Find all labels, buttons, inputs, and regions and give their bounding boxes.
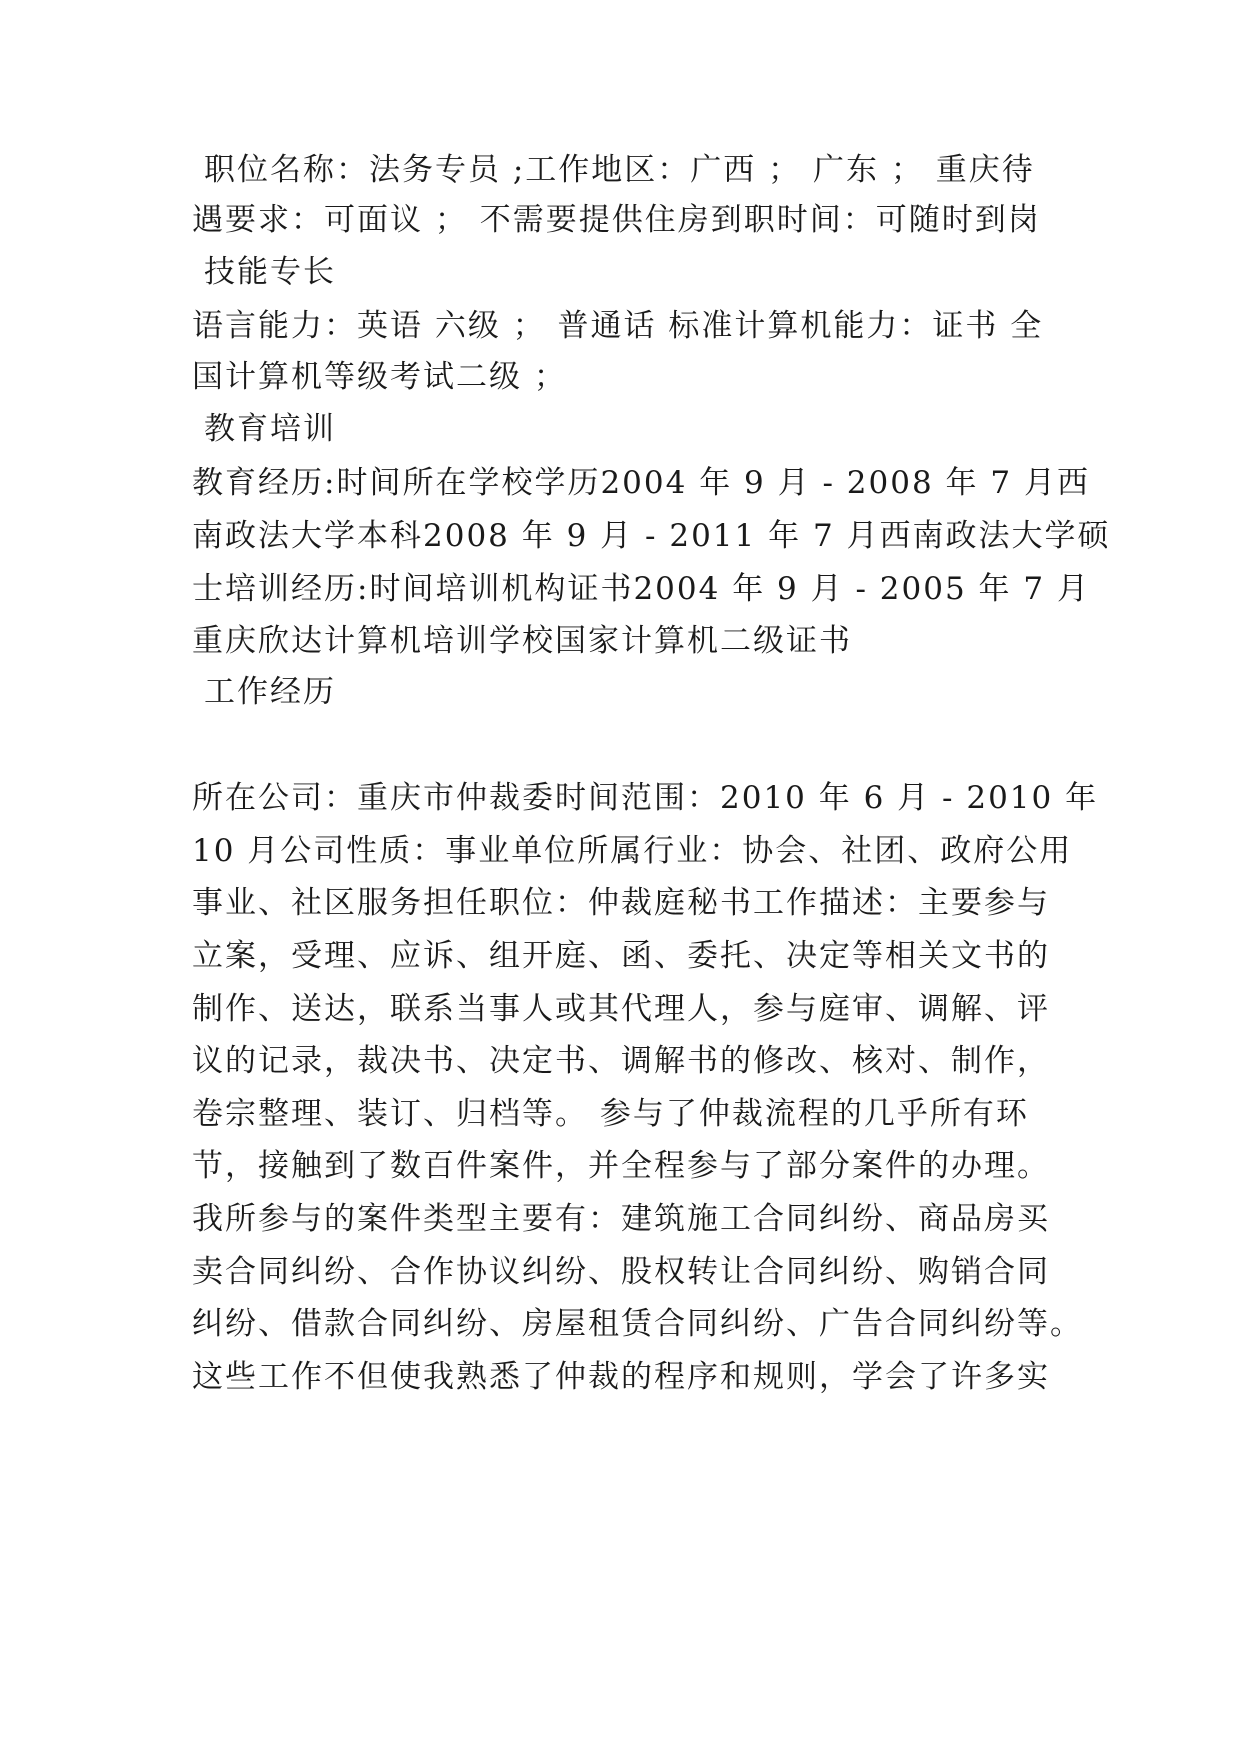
education-line-2: 南政法大学本科2008 年 9 月 - 2011 年 7 月西南政法大学硕 bbox=[192, 518, 1111, 554]
work-line-10: 卖合同纠纷、合作协议纠纷、股权转让合同纠纷、购销合同 bbox=[192, 1254, 1050, 1290]
education-line-1: 教育经历:时间所在学校学历2004 年 9 月 - 2008 年 7 月西 bbox=[192, 465, 1090, 501]
work-line-5: 制作、送达，联系当事人或其代理人，参与庭审、调解、评 bbox=[192, 991, 1050, 1027]
education-heading: 教育培训 bbox=[204, 411, 336, 447]
work-line-7: 卷宗整理、装订、归档等。 参与了仲裁流程的几乎所有环 bbox=[192, 1096, 1029, 1132]
work-line-1: 所在公司：重庆市仲裁委时间范围：2010 年 6 月 - 2010 年 bbox=[192, 780, 1099, 816]
job-intent-line-1: 职位名称：法务专员 ;工作地区：广西 ； 广东 ； 重庆待 bbox=[204, 152, 1035, 188]
work-line-11: 纠纷、借款合同纠纷、房屋租赁合同纠纷、广告合同纠纷等。 bbox=[192, 1306, 1083, 1342]
work-line-6: 议的记录，裁决书、决定书、调解书的修改、核对、制作， bbox=[192, 1043, 1050, 1079]
skills-line-2: 国计算机等级考试二级 ； bbox=[192, 359, 567, 395]
skills-heading: 技能专长 bbox=[204, 254, 336, 290]
work-line-4: 立案，受理、应诉、组开庭、函、委托、决定等相关文书的 bbox=[192, 938, 1050, 974]
work-line-12: 这些工作不但使我熟悉了仲裁的程序和规则，学会了许多实 bbox=[192, 1359, 1050, 1395]
job-intent-line-2: 遇要求：可面议 ； 不需要提供住房到职时间：可随时到岗 bbox=[192, 202, 1041, 238]
skills-line-1: 语言能力：英语 六级 ； 普通话 标准计算机能力：证书 全 bbox=[192, 308, 1044, 344]
work-line-8: 节，接触到了数百件案件，并全程参与了部分案件的办理。 bbox=[192, 1148, 1050, 1184]
education-line-4: 重庆欣达计算机培训学校国家计算机二级证书 bbox=[192, 623, 852, 659]
work-line-2: 10 月公司性质：事业单位所属行业：协会、社团、政府公用 bbox=[192, 833, 1073, 869]
work-line-3: 事业、社区服务担任职位：仲裁庭秘书工作描述：主要参与 bbox=[192, 885, 1050, 921]
work-line-9: 我所参与的案件类型主要有：建筑施工合同纠纷、商品房买 bbox=[192, 1201, 1050, 1237]
education-line-3: 士培训经历:时间培训机构证书2004 年 9 月 - 2005 年 7 月 bbox=[192, 571, 1090, 607]
work-heading: 工作经历 bbox=[204, 674, 336, 710]
